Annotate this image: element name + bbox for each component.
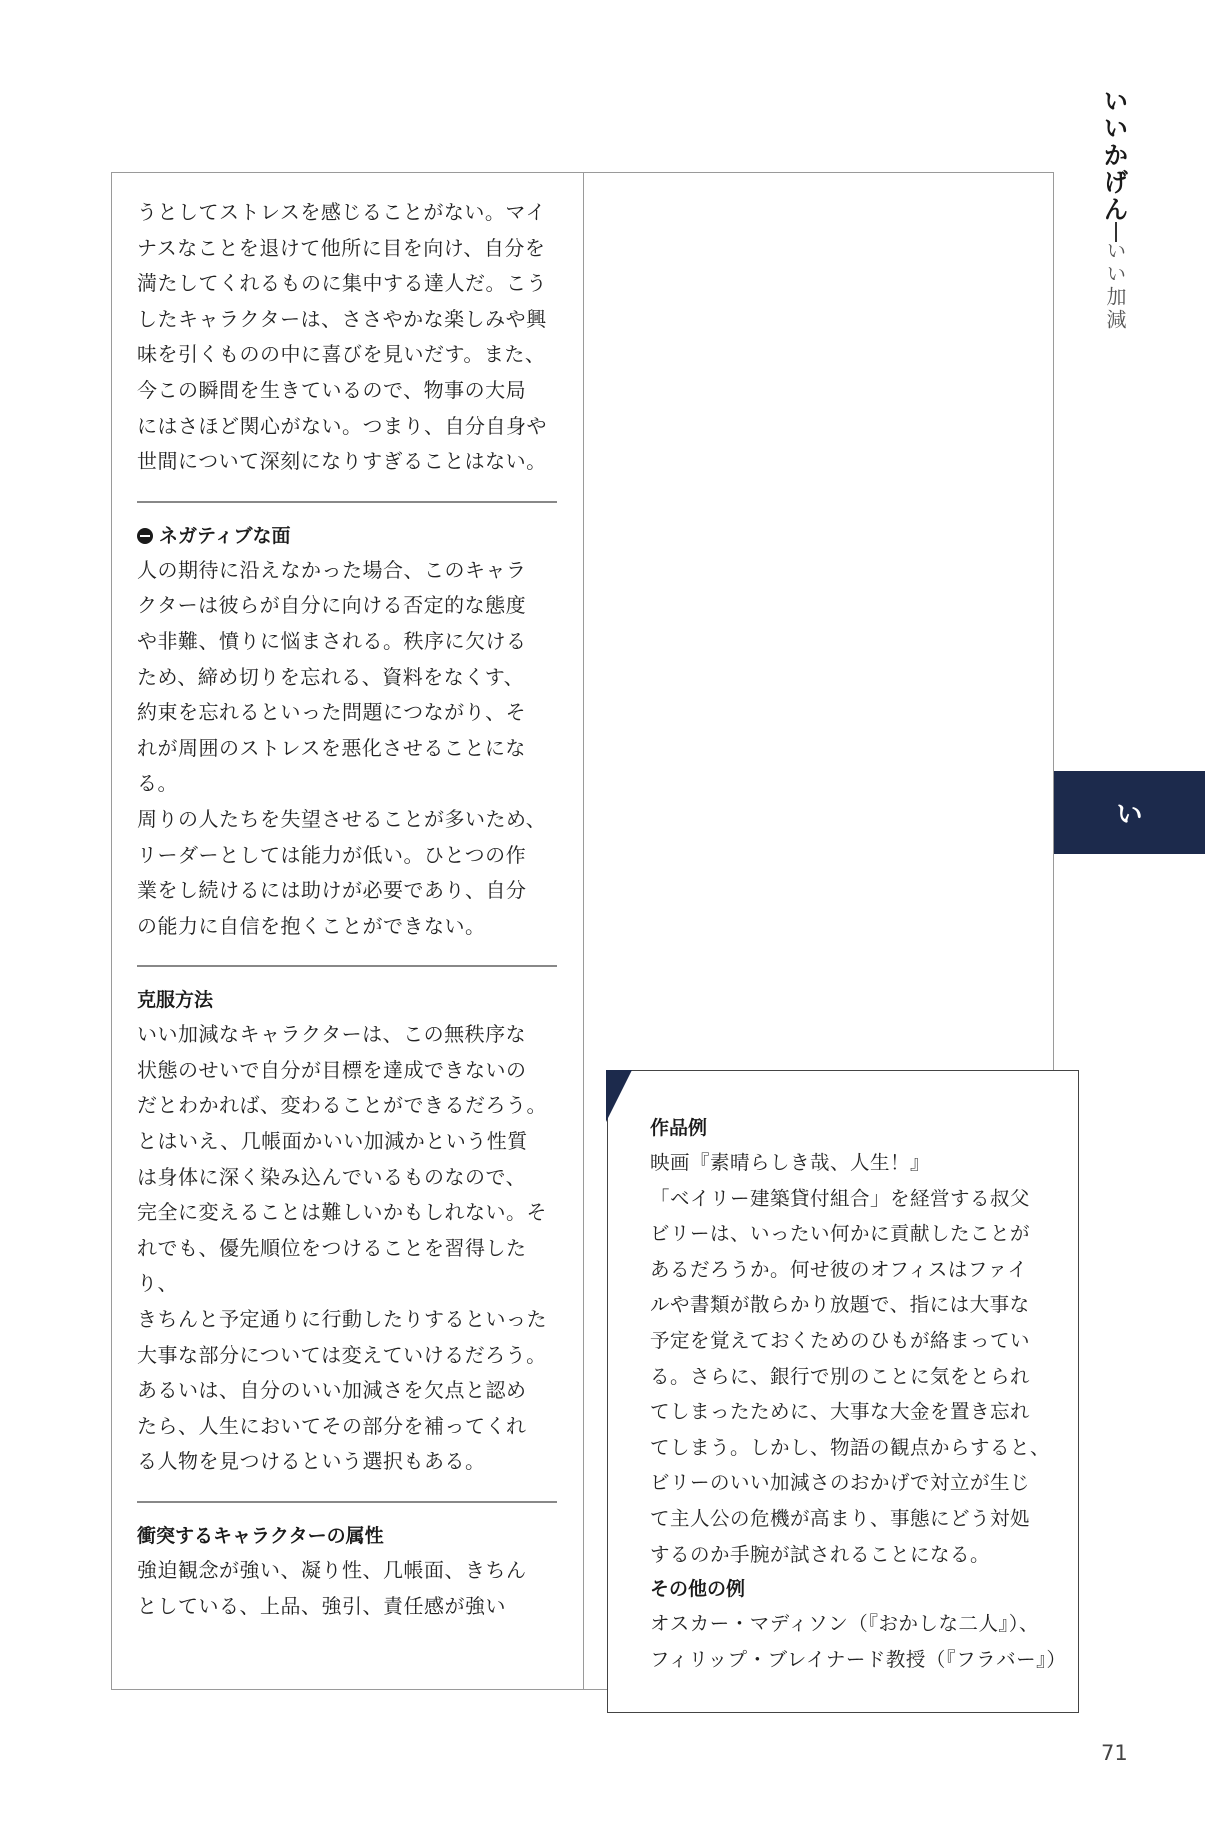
minus-circle-icon — [137, 528, 153, 544]
overcome-line: は身体に深く染み込んでいるものなので、 — [137, 1164, 527, 1189]
overcome-line: 状態のせいで自分が目標を達成できないの — [137, 1057, 527, 1082]
overcome-line: れでも、優先順位をつけることを習得したり、 — [137, 1235, 527, 1296]
left-column — [137, 195, 557, 1624]
intro-line: 満たしてくれるものに集中する達人だ。こう — [137, 271, 547, 296]
example-line: するのか手腕が試されることになる。 — [650, 1542, 991, 1566]
conflict-heading: 衝突するキャラクターの属性 — [137, 1525, 384, 1547]
overcome-line: きちんと予定通りに行動したりするといった — [137, 1307, 547, 1332]
negative-heading — [137, 519, 557, 553]
intro-line: したキャラクターは、ささやかな楽しみや興 — [137, 306, 547, 331]
index-tab — [1054, 771, 1205, 854]
example-line: て主人公の危機が高まり、事態にどう対処 — [650, 1506, 1031, 1530]
section-divider — [137, 965, 557, 967]
intro-section — [137, 195, 557, 480]
negative-line: や非難、憤りに悩まされる。秩序に欠ける — [137, 628, 527, 653]
overcome-line: いい加減なキャラクターは、この無秩序な — [137, 1022, 527, 1047]
negative-line: 人の期待に沿えなかった場合、このキャラ — [137, 557, 527, 582]
example-content — [650, 1111, 1070, 1677]
negative-line: 周りの人たちを失望させることが多いため、 — [137, 806, 547, 831]
overcome-line: 大事な部分については変えていけるだろう。 — [137, 1342, 547, 1367]
example-box — [607, 1070, 1079, 1713]
example-corner-tab — [606, 1070, 632, 1122]
title-separator — [1115, 222, 1117, 242]
example-heading: 作品例 — [650, 1117, 708, 1139]
example-line: 予定を覚えておくためのひもが絡まってい — [650, 1328, 1031, 1352]
intro-line: 今この瞬間を生きているので、物事の大局 — [137, 377, 527, 402]
section-divider — [137, 1501, 557, 1503]
conflict-section — [137, 1519, 557, 1624]
overcome-section — [137, 983, 557, 1480]
overcome-heading: 克服方法 — [137, 989, 214, 1012]
conflict-line: としている、上品、強引、責任感が強い — [137, 1593, 506, 1618]
example-line: てしまう。しかし、物語の観点からすると、 — [650, 1435, 1051, 1459]
section-divider — [137, 501, 557, 503]
example-line: 映画『素晴らしき哉、人生！』 — [650, 1151, 931, 1174]
example-line: る。さらに、銀行で別のことに気をとられ — [650, 1364, 1031, 1388]
overcome-line: あるいは、自分のいい加減さを欠点と認め — [137, 1378, 527, 1403]
negative-line: リーダーとしては能力が低い。ひとつの作 — [137, 842, 527, 867]
intro-line: うとしてストレスを感じることがない。マイ — [137, 200, 546, 224]
negative-line: クターは彼らが自分に向ける否定的な態度 — [137, 593, 527, 618]
overcome-line: る人物を見つけるという選択もある。 — [137, 1449, 486, 1474]
example-line: ルや書類が散らかり放題で、指には大事な — [650, 1293, 1030, 1317]
example-line: てしまったために、大事な大金を置き忘れ — [650, 1400, 1031, 1424]
page-number: 71 — [1101, 1741, 1128, 1765]
example-line: あるだろうか。何せ彼のオフィスはファイ — [650, 1257, 1028, 1281]
overcome-line: だとわかれば、変わることができるだろう。 — [137, 1093, 547, 1118]
other-example-line: オスカー・マディソン（『おかしな二人』）、 — [650, 1612, 1039, 1636]
negative-line: の能力に自信を抱くことができない。 — [137, 913, 486, 938]
overcome-line: 完全に変えることは難しいかもしれない。そ — [137, 1200, 547, 1225]
negative-heading-text: ネガティブな面 — [159, 524, 291, 547]
index-tab-letter: い — [1116, 800, 1143, 830]
overcome-line: とはいえ、几帳面かいい加減かという性質 — [137, 1129, 528, 1154]
intro-line: 世間について深刻になりすぎることはない。 — [137, 449, 547, 474]
negative-line: れが周囲のストレスを悪化させることになる。 — [137, 735, 526, 796]
intro-line: にはさほど関心がない。つまり、自分自身や — [137, 413, 547, 438]
entry-subtitle: いい加減 — [1103, 240, 1127, 332]
negative-line: 業をし続けるには助けが必要であり、自分 — [137, 878, 527, 903]
conflict-line: 強迫観念が強い、凝り性、几帳面、きちん — [137, 1558, 527, 1582]
example-line: 「ベイリー建築貸付組合」を経営する叔父 — [650, 1186, 1031, 1210]
intro-line: ナスなことを退けて他所に目を向け、自分を — [137, 235, 546, 260]
negative-line: 約束を忘れるといった問題につながり、そ — [137, 700, 527, 725]
entry-title: いいかげん — [1100, 88, 1129, 223]
other-example-line: フィリップ・ブレイナード教授（『フラバー』） — [650, 1647, 1067, 1671]
column-divider — [583, 172, 584, 1690]
example-line: ビリーは、いったい何かに貢献したことが — [650, 1222, 1031, 1246]
overcome-line: たら、人生においてその部分を補ってくれ — [137, 1413, 527, 1438]
other-examples-heading: その他の例 — [650, 1578, 746, 1601]
intro-line: 味を引くものの中に喜びを見いだす。また、 — [137, 342, 546, 367]
negative-section — [137, 519, 557, 945]
example-line: ビリーのいい加減さのおかげで対立が生じ — [650, 1471, 1031, 1495]
negative-line: ため、締め切りを忘れる、資料をなくす、 — [137, 664, 525, 689]
